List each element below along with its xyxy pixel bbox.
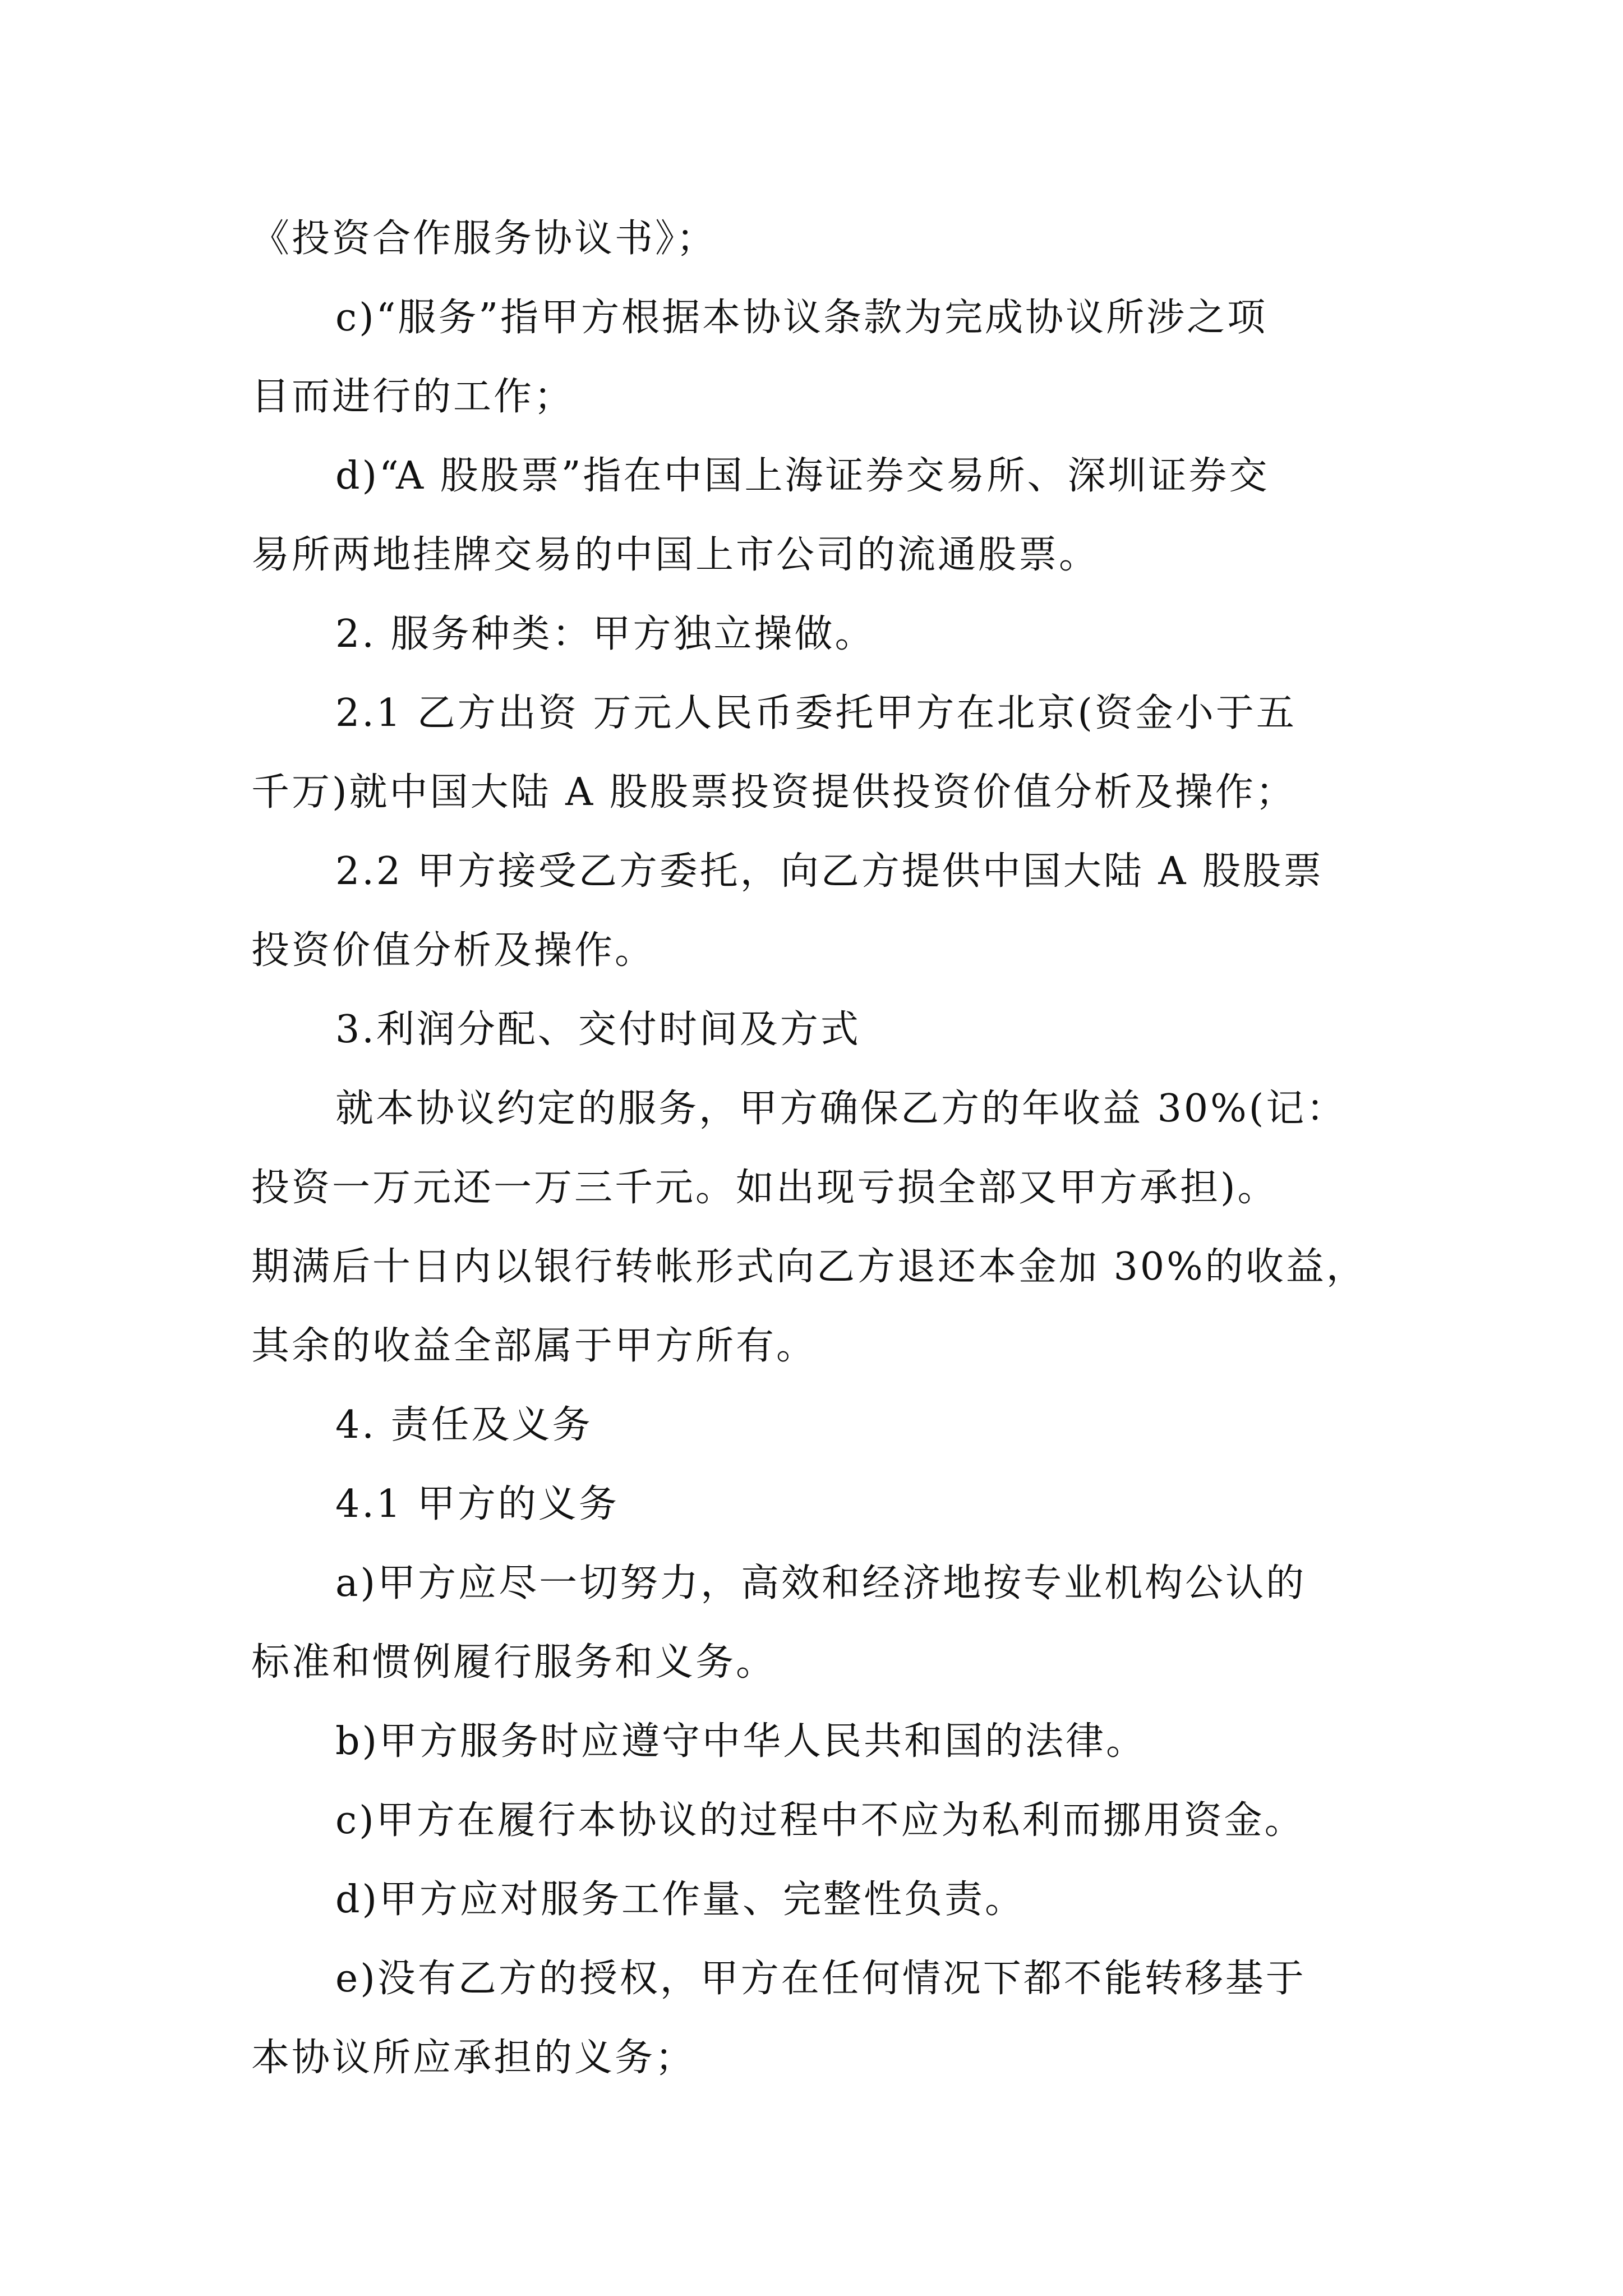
text-line: 4. 责任及义务 (335, 1403, 593, 1447)
text-line: c)甲方在履行本协议的过程中不应为私利而挪用资金。 (335, 1798, 1305, 1843)
text-line: 2.2 甲方接受乙方委托，向乙方提供中国大陆 A 股股票 (335, 849, 1324, 894)
text-line: 千万)就中国大陆 A 股股票投资提供投资价值分析及操作； (251, 770, 1296, 815)
text-line: 2. 服务种类：甲方独立操做。 (335, 612, 875, 656)
text-line: 3.利润分配、交付时间及方式 (335, 1007, 861, 1052)
text-line: 易所两地挂牌交易的中国上市公司的流通股票。 (251, 533, 1100, 577)
text-line: b)甲方服务时应遵守中华人民共和国的法律。 (335, 1719, 1147, 1764)
text-line: 标准和惯例履行服务和义务。 (251, 1640, 777, 1685)
text-line: 本协议所应承担的义务； (251, 2036, 696, 2080)
text-line: d)“A 股股票”指在中国上海证券交易所、深圳证券交 (335, 454, 1270, 498)
text-line: e)没有乙方的授权，甲方在任何情况下都不能转移基于 (335, 1957, 1306, 2001)
text-line: 投资一万元还一万三千元。如出现亏损全部又甲方承担)。 (251, 1166, 1278, 1210)
text-line: 2.1 乙方出资 万元人民币委托甲方在北京(资金小于五 (335, 691, 1297, 735)
text-line: 投资价值分析及操作。 (251, 928, 656, 973)
text-line: 期满后十日内以银行转帐形式向乙方退还本金加 30%的收益， (251, 1245, 1367, 1289)
document-body (251, 199, 1384, 2097)
text-line: 4.1 甲方的义务 (335, 1482, 619, 1526)
text-line: 其余的收益全部属于甲方所有。 (251, 1324, 817, 1368)
text-line: a)甲方应尽一切努力，高效和经济地按专业机构公认的 (335, 1561, 1307, 1605)
text-line: c)“服务”指甲方根据本协议条款为完成协议所涉之项 (335, 296, 1268, 340)
text-line: 目而进行的工作； (251, 375, 575, 419)
text-line: 就本协议约定的服务，甲方确保乙方的年收益 30%(记： (335, 1087, 1347, 1131)
text-line: d)甲方应对服务工作量、完整性负责。 (335, 1878, 1026, 1922)
text-line: 《投资合作服务协议书》； (251, 217, 717, 261)
